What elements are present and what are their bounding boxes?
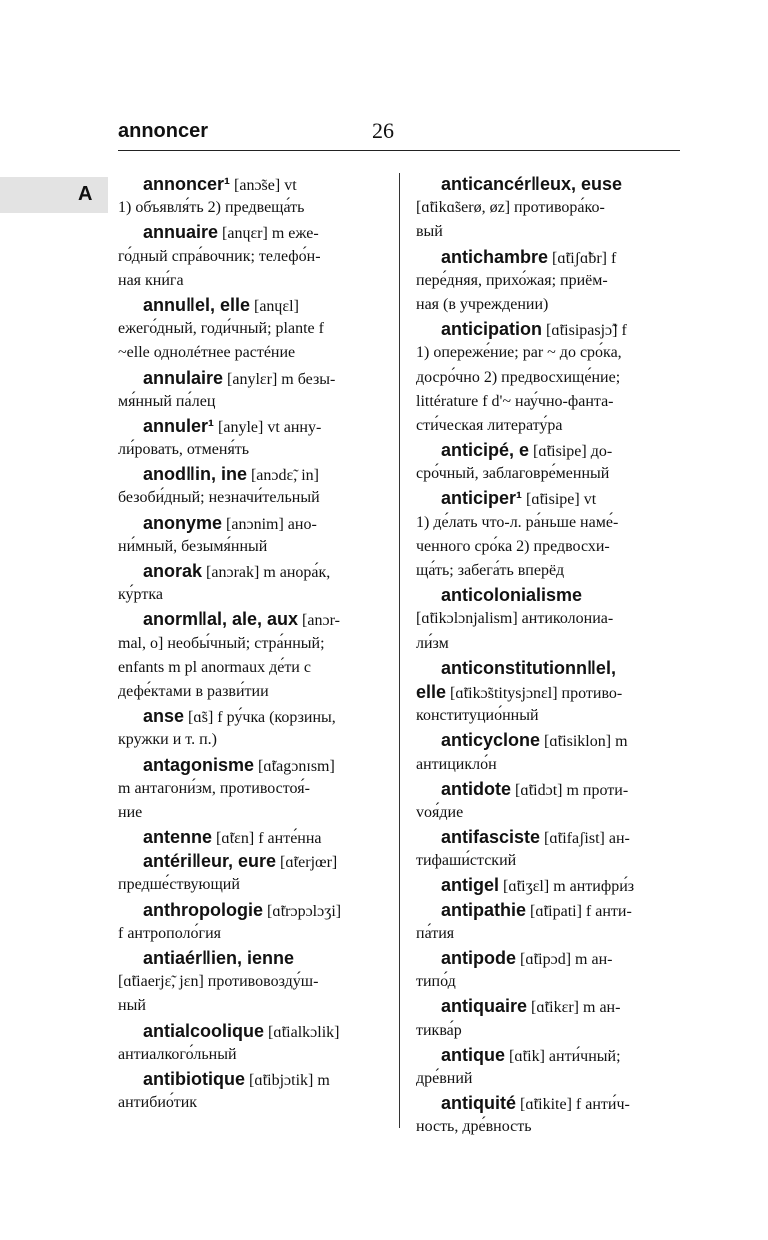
entry-text: [ɑ̃trɔpɔlɔʒi]: [263, 902, 342, 920]
entry-text: [ɑ̃tibjɔtik] m: [245, 1071, 330, 1089]
entry-text: [anɔrak] m анора́к,: [202, 564, 331, 581]
entry-text: [anɔr-: [298, 612, 340, 630]
entry-text: ежего́дный, годи́чный; plante f: [118, 320, 324, 338]
entry-continuation-line: [416, 535, 678, 559]
headword: antagonisme: [143, 754, 255, 775]
entry-text: [ɑ̃tialkɔlik]: [264, 1023, 340, 1041]
entry-continuation-line: [118, 245, 386, 269]
running-head: annoncer: [118, 120, 209, 142]
headword: anticancér‖eux, euse: [441, 174, 623, 194]
entry-text: [ɑ̃tikɑ̃serø, øz] противора́ко-: [416, 199, 605, 217]
entry-text: сро́чный, заблаговре́менный: [416, 465, 610, 483]
entry-text: [ɑ̃tipɔd] m ан-: [516, 951, 613, 968]
entry-headword-line: [416, 245, 678, 269]
entry-continuation-line: [118, 970, 386, 994]
thumb-index-letter: A: [78, 183, 93, 205]
entry-text: ~elle однолéтнее растéние: [118, 344, 296, 362]
entry-text: дефе́ктами в разви́тии: [118, 682, 269, 700]
entry-headword-line: [416, 728, 678, 752]
entry-text: 1) де́лать что-л. ра́ньше наме́-: [416, 513, 619, 531]
entry-continuation-line: [118, 535, 386, 559]
entry-headword-line: [118, 1067, 386, 1091]
headword: antipathie: [441, 899, 527, 920]
entry-text: антибио́тик: [118, 1094, 198, 1112]
entry-text: кружки и т. п.): [118, 731, 217, 749]
entry-text: ный: [118, 997, 146, 1015]
entry-text: дре́вний: [416, 1069, 473, 1087]
entry-text: пере́дняя, прихо́жая; приём-: [416, 271, 608, 289]
entry-text: [ɑ̃tikɔ̃stitysjɔnɛl] противо-: [446, 684, 623, 702]
entry-continuation-line: [118, 438, 386, 462]
entry-text: антиалкого́льный: [118, 1045, 237, 1063]
entry-continuation-line: [416, 1115, 678, 1139]
entry-text: f антрополо́гия: [118, 924, 221, 942]
entry-text: [ɑ̃s] f ру́чка (корзины,: [184, 709, 336, 727]
entry-text: [ɑ̃tiʒɛl] m антифри́з: [499, 878, 635, 896]
entry-headword-line: [118, 366, 386, 390]
entry-text: типо́д: [416, 973, 456, 991]
entry-text: ли́зм: [416, 634, 449, 652]
headword: anticiper¹: [441, 488, 523, 509]
entry-headword-line: [118, 559, 386, 583]
entry-headword-line: [416, 486, 678, 510]
headword: antiaér‖ien, ienne: [143, 948, 295, 968]
entry-continuation-line: [416, 220, 678, 244]
entry-continuation-line: [416, 632, 678, 656]
entry-continuation-line: [118, 632, 386, 656]
entry-text: 1) объявля́ть 2) предвеща́ть: [118, 199, 305, 217]
left-column: [118, 172, 386, 1115]
entry-text: ли́ровать, отменя́ть: [118, 441, 250, 459]
page-number: 26: [372, 118, 394, 143]
entry-continuation-line: [118, 486, 386, 510]
entry-headword-line: [416, 680, 678, 704]
entry-text: [anyle] vt анну-: [214, 418, 322, 436]
entry-continuation-line: [416, 1067, 678, 1091]
entry-continuation-line: [118, 656, 386, 680]
entry-text: littérature f d'~ нау́чно-фанта-: [416, 392, 614, 410]
headword: annulaire: [143, 367, 224, 388]
entry-text: voя́дие: [416, 803, 464, 821]
entry-continuation-line: [416, 704, 678, 728]
entry-continuation-line: [416, 559, 678, 583]
entry-text: ку́ртка: [118, 586, 163, 604]
entry-text: тиква́р: [416, 1021, 462, 1039]
entry-text: [anylɛr] m безы-: [223, 370, 336, 388]
entry-headword-line: [118, 753, 386, 777]
entry-continuation-line: [118, 680, 386, 704]
entry-continuation-line: [416, 1019, 678, 1043]
entry-headword-line: [118, 511, 386, 535]
entry-text: сти́ческая литерату́ра: [416, 416, 563, 434]
entry-continuation-line: [118, 1091, 386, 1115]
entry-text: m антагони́зм, противостоя́-: [118, 779, 310, 797]
entry-headword-line: [118, 849, 386, 873]
entry-continuation-line: [118, 994, 386, 1018]
entry-text: [ɑ̃terjœr]: [276, 854, 338, 872]
entry-headword-line: [416, 777, 678, 801]
headword: annuaire: [143, 222, 219, 243]
entry-text: [ɑ̃tagɔnɪsm]: [254, 757, 335, 775]
entry-headword-line: [416, 583, 678, 607]
entry-continuation-line: [416, 849, 678, 873]
headword: antiquité: [441, 1093, 516, 1114]
entry-continuation-line: [118, 583, 386, 607]
entry-text: [ɑ̃tikɔlɔnjalism] антиколониа-: [416, 610, 614, 628]
right-column: [416, 172, 678, 1140]
entry-text: [ɑ̃tik] анти́чный;: [505, 1047, 621, 1065]
entry-continuation-line: [416, 511, 678, 535]
entry-text: [ɑ̃tisipe] до-: [529, 443, 613, 461]
headword: anticipation: [441, 319, 543, 340]
headword: antiquaire: [441, 996, 528, 1017]
entry-text: па́тия: [416, 924, 455, 942]
entry-text: [ɑ̃tiaerjɛ̃, jɛn] противовозду́ш-: [118, 973, 319, 991]
entry-continuation-line: [416, 922, 678, 946]
entry-headword-line: [118, 414, 386, 438]
headword: annu‖el, elle: [143, 294, 250, 315]
entry-continuation-line: [118, 801, 386, 825]
headword: anticolonialisme: [441, 585, 583, 606]
entry-continuation-line: [416, 970, 678, 994]
entry-continuation-line: [118, 317, 386, 341]
headword: antéri‖eur, eure: [143, 851, 277, 872]
entry-continuation-line: [416, 801, 678, 825]
entry-continuation-line: [416, 607, 678, 631]
headword: anonyme: [143, 512, 223, 533]
entry-text: [anɔdɛ̃, in]: [246, 467, 319, 485]
entry-text: ная (в учреждении): [416, 295, 549, 313]
entry-headword-line: [118, 607, 386, 631]
entry-continuation-line: [118, 341, 386, 365]
entry-text: тифаши́стский: [416, 852, 517, 870]
headword: anse: [143, 706, 185, 727]
entry-text: [anɔ̃se] vt: [230, 177, 297, 194]
entry-headword-line: [416, 656, 678, 680]
entry-headword-line: [416, 994, 678, 1018]
entry-headword-line: [118, 462, 386, 486]
entry-text: ченного сро́ка 2) предвосхи-: [416, 537, 610, 555]
entry-text: [ɑ̃tisiklon] m: [540, 733, 628, 751]
entry-headword-line: [416, 172, 678, 196]
entry-continuation-line: [118, 922, 386, 946]
entry-continuation-line: [416, 414, 678, 438]
entry-headword-line: [118, 220, 386, 244]
column-divider: [399, 173, 400, 1128]
entry-headword-line: [118, 946, 386, 970]
entry-headword-line: [416, 825, 678, 849]
headword: annuler¹: [143, 415, 215, 436]
entry-text: го́дный спра́вочник; телефо́н-: [118, 247, 321, 265]
headword: antibiotique: [143, 1068, 245, 1089]
entry-text: mal, o] необы́чный; стра́нный;: [118, 634, 325, 652]
entry-text: ща́ть; забега́ть вперёд: [416, 562, 565, 579]
entry-text: [anɥɛl]: [250, 297, 299, 315]
entry-headword-line: [118, 293, 386, 317]
entry-text: [ɑ̃tisipasjɔ̃] f: [542, 322, 627, 340]
headword: antifasciste: [441, 827, 541, 848]
entry-text: досро́чно 2) предвосхище́ние;: [416, 368, 621, 386]
entry-text: предше́ствующий: [118, 876, 240, 894]
entry-headword-line: [416, 946, 678, 970]
entry-continuation-line: [416, 341, 678, 365]
entry-text: [ɑ̃tifaʃist] ан-: [540, 830, 630, 848]
entry-continuation-line: [118, 196, 386, 220]
headword: anod‖in, ine: [143, 464, 247, 485]
entry-continuation-line: [118, 777, 386, 801]
entry-headword-line: [416, 1091, 678, 1115]
entry-continuation-line: [118, 390, 386, 414]
entry-text: [anɔnim] ано-: [222, 515, 317, 533]
entry-text: [anɥɛr] m еже-: [218, 225, 319, 243]
entry-continuation-line: [118, 728, 386, 752]
headword: anorak: [143, 561, 203, 581]
headword: antidote: [441, 778, 511, 799]
entry-continuation-line: [416, 462, 678, 486]
header-rule: [118, 150, 680, 151]
entry-headword-line: [118, 1019, 386, 1043]
entry-headword-line: [118, 898, 386, 922]
headword: anticyclone: [441, 730, 541, 751]
entry-headword-line: [416, 438, 678, 462]
entry-text: [ɑ̃tisipe] vt: [522, 491, 597, 509]
entry-continuation-line: [416, 269, 678, 293]
headword: antialcoolique: [143, 1020, 265, 1041]
entry-text: ни́мный, безымя́нный: [118, 537, 268, 555]
headword: anticipé, e: [441, 440, 530, 461]
headword: anthropologie: [143, 899, 263, 920]
entry-text: ная кни́га: [118, 271, 184, 289]
entry-continuation-line: [416, 390, 678, 414]
entry-headword-line: [118, 172, 386, 196]
entry-headword-line: [118, 825, 386, 849]
entry-headword-line: [416, 317, 678, 341]
entry-continuation-line: [118, 269, 386, 293]
headword: antique: [441, 1044, 506, 1065]
entry-text: 1) опереже́ние; par ~ до сро́ка,: [416, 344, 622, 362]
entry-text: ние: [118, 803, 143, 821]
entry-headword-line: [118, 704, 386, 728]
entry-continuation-line: [416, 366, 678, 390]
entry-text: [ɑ̃tiʃɑ̃br] f: [548, 249, 617, 267]
entry-continuation-line: [416, 753, 678, 777]
headword: antichambre: [441, 246, 549, 267]
entry-headword-line: [416, 898, 678, 922]
entry-text: антицикло́н: [416, 755, 497, 773]
entry-text: [ɑ̃tikɛr] m ан-: [527, 999, 621, 1017]
entry-text: конституцио́нный: [416, 707, 539, 725]
entry-continuation-line: [118, 1043, 386, 1067]
entry-text: [ɑ̃tɛn] f анте́нна: [212, 830, 322, 848]
entry-continuation-line: [416, 293, 678, 317]
entry-continuation-line: [118, 873, 386, 897]
entry-text: [ɑ̃tidɔt] m проти-: [511, 781, 629, 799]
entry-headword-line: [416, 1043, 678, 1067]
headword: antigel: [441, 875, 500, 896]
entry-text: enfants m pl anormaux де́ти с: [118, 658, 311, 676]
entry-text: [ɑ̃tikite] f анти́ч-: [516, 1096, 630, 1114]
headword: annoncer¹: [143, 174, 231, 194]
entry-text: [ɑ̃tipati] f анти-: [526, 902, 632, 920]
headword: antipode: [441, 948, 516, 968]
entry-text: вый: [416, 223, 443, 241]
entry-text: мя́нный па́лец: [118, 392, 216, 410]
headword: elle: [416, 681, 447, 702]
headword: anticonstitutionn‖el,: [441, 657, 616, 678]
entry-text: ность, дре́вность: [416, 1118, 532, 1136]
entry-text: безоби́дный; незначи́тельный: [118, 489, 320, 507]
entry-headword-line: [416, 873, 678, 897]
headword: antenne: [143, 827, 213, 848]
entry-continuation-line: [416, 196, 678, 220]
headword: anorm‖al, ale, aux: [143, 609, 299, 630]
